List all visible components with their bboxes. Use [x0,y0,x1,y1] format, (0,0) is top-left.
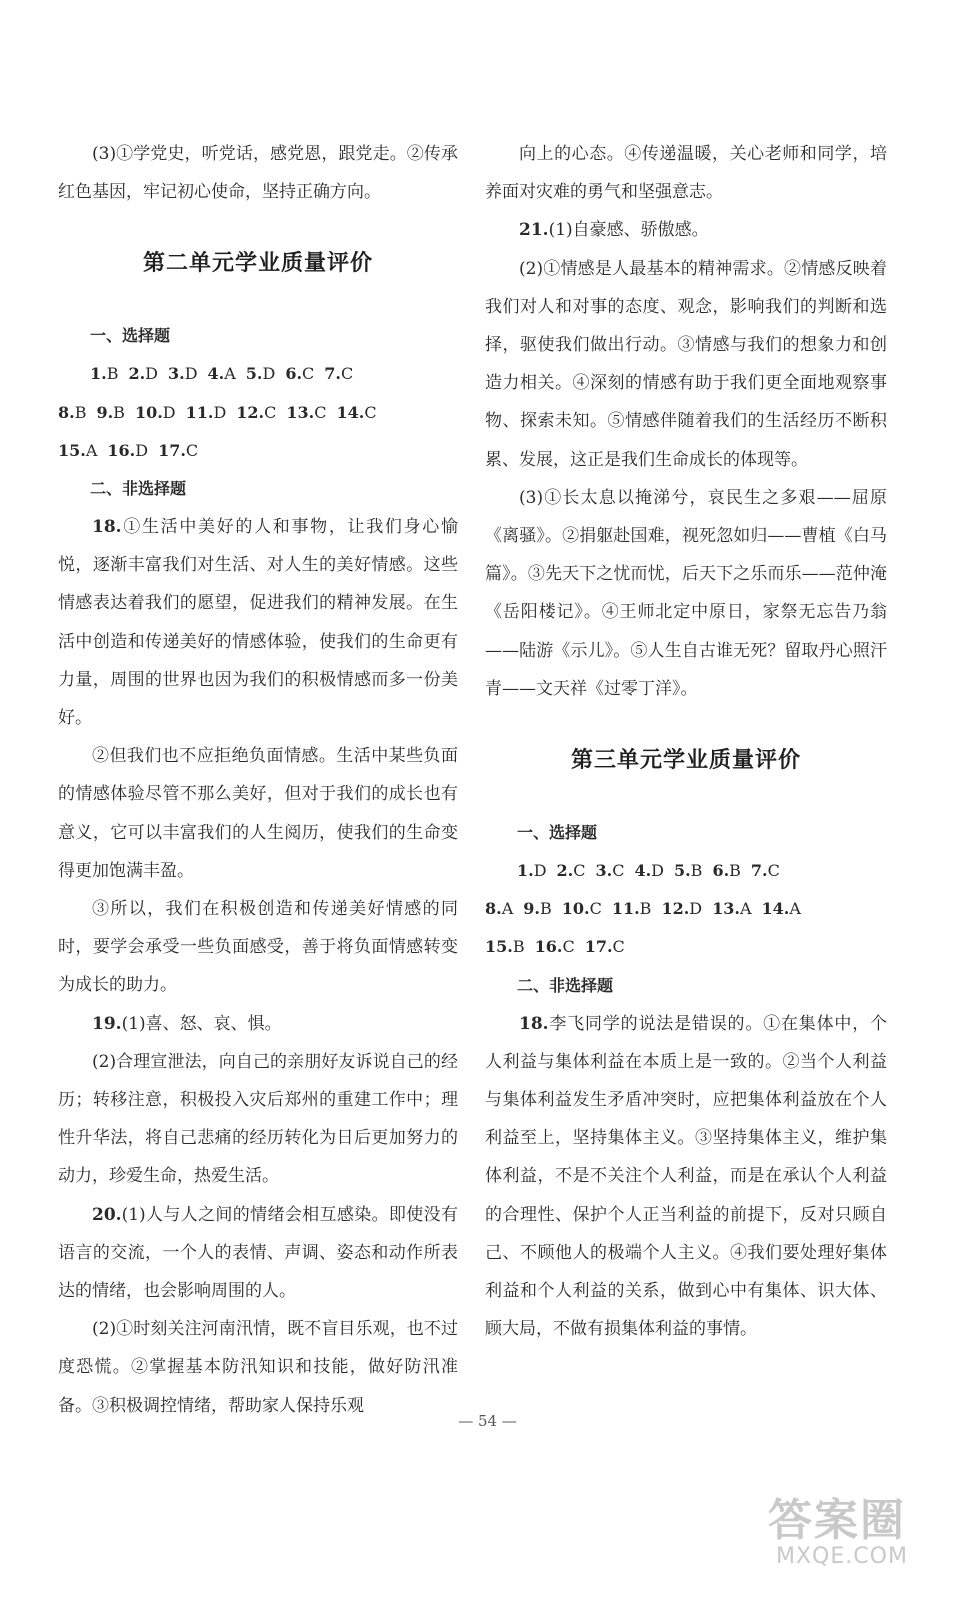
mc-question-number: 12. [661,899,690,919]
answer-paragraphs [58,508,458,1425]
mc-question-number: 15. [58,440,86,460]
nonmc-heading: 二、非选择题 [517,975,614,995]
mc-choice: B [729,861,741,881]
mc-answer [634,861,664,880]
watermark-url: MXQE.COM [776,1544,908,1569]
mc-question-number: 4. [634,861,652,881]
answer-paragraph [58,1005,458,1043]
mc-answer [562,899,602,918]
answer-text: (1)自豪感、骄傲感。 [548,220,709,241]
intro-paragraph: (3)①学党史，听党话，感党恩，跟党走。②传承红色基因，牢记初心使命，坚持正确方向。 [58,144,458,203]
mc-question-number: 5. [673,861,691,881]
answer-text: (1)喜、怒、哀、惧。 [121,1013,282,1034]
mc-answer [96,403,124,422]
mc-choice: B [74,402,87,422]
mc-answer [535,937,575,956]
mc-answer [661,899,702,918]
mc-question-number: 13. [712,899,740,919]
mc-question-number: 2. [556,861,574,881]
mc-answer [236,403,276,422]
mc-answer [246,364,276,383]
mc-question-number: 3. [595,861,613,881]
mc-question-number: 3. [168,364,185,384]
mc-answer-row [485,928,887,966]
answer-text: (2)①情感是人最基本的精神需求。②情感反映着我们对人和对事的态度、观念，影响我们的判断和选择，驱使我们做出行动。③情感与我们的想象力和创造力相关。④深刻的情感有助于我们更全面地观察事物、探索未知。⑤情感伴随着我们的生活经历不断积累、发展，这正是我们生命成长的体现等。 [485,258,887,470]
mc-choice: C [264,402,277,422]
mc-choice: D [651,861,664,881]
mc-choice: C [364,402,377,422]
mc-question-number: 1. [517,861,534,881]
answer-text: (1)人与人之间的情绪会相互感染。即使没有语言的交流，一个人的表情、声调、姿态和动作所表达的情绪，也会影响周围的人。 [58,1204,458,1302]
answer-paragraph [485,211,887,249]
mc-choice: A [85,440,98,460]
mc-choice: D [145,364,158,384]
mc-answer [674,861,702,880]
mc-answer [523,899,551,918]
mc-choice: D [533,861,547,881]
mc-answer [285,364,314,383]
question-number: 20. [92,1204,122,1225]
mc-choice: D [262,364,276,384]
mc-question-number: 9. [96,402,114,422]
right-column [485,135,887,1348]
section-title-unit-2: 第二单元学业质量评价 [142,251,373,277]
mc-choice: D [162,402,176,422]
intro-paragraph: 向上的心态。④传递温暖，关心老师和同学，培养面对灾难的勇气和坚强意志。 [485,144,887,203]
answer-paragraph [485,1005,887,1349]
mc-answer-row [485,852,887,890]
answer-text: (2)合理宣泄法，向自己的亲朋好友诉说自己的经历；转移注意，积极投入灾后郑州的重建工作中；理性升华法，将自己悲痛的经历转化为日后更加努力的动力，珍爱生命，热爱生活。 [58,1051,458,1187]
answer-text: (2)①时刻关注河南汛情，既不盲目乐观，也不过度恐慌。②掌握基本防汛知识和技能，做好防汛准备。③积极调控情绪，帮助家人保持乐观 [58,1319,458,1416]
mc-answer [286,403,326,422]
mc-choice: A [739,899,752,919]
mc-choice: A [789,899,801,919]
answer-paragraph [58,1043,458,1196]
mc-answer [557,861,586,880]
question-number: 18. [519,1013,549,1034]
answer-text: ③所以，我们在积极创造和传递美好情感的同时，要学会承受一些负面感受，善于将负面情感转变为成长的助力。 [58,899,458,996]
answer-paragraph [58,1196,458,1311]
mc-choice: C [185,440,199,460]
answer-text: ②但我们也不应拒绝负面情感。生活中某些负面的情感体验尽管不那么美好，但对于我们的成长也有意义，它可以丰富我们的人生阅历，使我们的生命变得更加饱满丰盈。 [58,746,458,881]
mc-choice: D [689,899,703,919]
mc-question-number: 17. [158,440,186,460]
mc-answer [107,441,148,460]
answer-text: 李飞同学的说法是错误的。①在集体中，个人利益与集体利益在本质上是一致的。②当个人利益与集体利益发生矛盾冲突时，应把集体利益放在个人利益至上，坚持集体主义。③坚持集体主义，维护集体利益，不是不关注个人利益，而是在承认个人利益的合理性、保护个人正当利益的前提下，反对只顾自己、不顾他人的极端个人主义。④我们要处理好集体利益和个人利益的关系，做到心中有集体、识大体、顾大局，不做有损集体利益的事情。 [485,1013,887,1340]
mc-answer [58,441,97,460]
mc-answer-row [485,890,887,928]
mc-answer [595,861,624,880]
mc-answer [762,899,801,918]
answer-paragraph [58,508,458,737]
question-number: 18. [92,517,122,538]
mc-answer [128,364,158,383]
mc-question-number: 6. [285,364,303,384]
mc-answer [158,441,198,460]
answer-paragraph [485,250,887,479]
mc-question-number: 14. [761,899,790,919]
mc-answer [751,861,780,880]
answer-paragraph [485,479,887,708]
mc-choice: C [314,402,327,422]
mc-answer [168,364,198,383]
mc-answer [612,899,652,918]
watermark-glyphs: 答案圈 [768,1495,906,1546]
mc-choice: B [639,899,652,919]
answer-paragraph [58,890,458,1005]
mc-question-number: 11. [185,402,214,422]
mc-choice: A [224,364,236,384]
mc-choice: C [562,937,575,957]
mc-question-number: 10. [561,899,590,919]
page-number: — 54 — [458,1412,517,1430]
mc-question-number: 4. [207,364,225,384]
mc-question-number: 13. [286,402,315,422]
mc-choice: C [573,861,586,881]
mc-choice: D [135,440,149,460]
left-column [58,135,458,1425]
mc-question-number: 16. [107,440,136,460]
mc-answer [324,364,353,383]
mc-question-number: 6. [712,861,730,881]
mc-answer [585,937,625,956]
mc-answer [336,403,376,422]
mc-answer [517,861,547,880]
mc-question-number: 7. [750,861,768,881]
mc-heading: 一、选择题 [90,326,171,346]
mc-choice: C [340,364,354,384]
mc-answer [208,364,236,383]
question-number: 19. [92,1013,122,1034]
answer-text: (3)①长太息以掩涕兮，哀民生之多艰——屈原《离骚》。②捐躯赴国难，视死忽如归——曹植《白马篇》。③先天下之忧而忧，后天下之乐而乐——范仲淹《岳阳楼记》。④王师北定中原日，家祭无忘告乃翁——陆游《示儿》。⑤人生自古谁无死？留取丹心照汗青——文天祥《过零丁洋》。 [485,487,887,699]
answer-paragraph [58,1310,458,1425]
mc-choice: C [612,861,625,881]
mc-question-number: 12. [236,402,265,422]
mc-answer [90,364,118,383]
mc-question-number: 17. [584,937,613,957]
right-intro [485,135,887,211]
mc-answer [712,861,740,880]
mc-answer [485,937,525,956]
answer-paragraph [58,737,458,890]
nonmc-heading: 二、非选择题 [90,479,187,499]
mc-question-number: 10. [134,402,163,422]
answer-paragraphs [485,211,887,708]
mc-answer [186,403,227,422]
mc-question-number: 8. [485,899,502,919]
answer-paragraphs [485,1005,887,1349]
mc-answers [58,355,458,470]
mc-choice: B [539,899,552,919]
mc-choice: D [184,364,198,384]
mc-choice: C [767,861,780,881]
mc-choice: C [302,364,315,384]
left-intro [58,135,458,211]
answer-text: ①生活中美好的人和事物，让我们身心愉悦，逐渐丰富我们对生活、对人生的美好情感。这些情感表达着我们的愿望，促进我们的精神发展。在生活中创造和传递美好的情感体验，使我们的生命更有力量，周围的世界也因为我们的积极情感而多一份美好。 [58,517,458,729]
mc-choice: B [106,364,119,384]
mc-choice: C [589,899,602,919]
section-title-unit-3: 第三单元学业质量评价 [570,748,801,774]
mc-question-number: 9. [523,899,540,919]
mc-question-number: 2. [128,364,146,384]
mc-answer [135,403,176,422]
watermark-logo [768,1484,958,1584]
mc-answer-row [58,355,458,393]
mc-answers [485,852,887,967]
mc-choice: B [512,937,525,957]
mc-answer [712,899,751,918]
mc-choice: B [690,861,703,881]
mc-question-number: 1. [90,364,107,384]
mc-choice: A [501,899,514,919]
mc-question-number: 7. [324,364,341,384]
mc-question-number: 5. [245,364,263,384]
question-number: 21. [519,220,549,241]
mc-question-number: 14. [336,402,365,422]
mc-heading: 一、选择题 [517,823,598,843]
mc-choice: C [612,937,625,957]
mc-answer-row [58,432,458,470]
mc-answer [58,403,86,422]
mc-choice: D [213,402,227,422]
mc-choice: B [113,402,125,422]
mc-question-number: 16. [534,937,563,957]
mc-question-number: 11. [611,899,640,919]
mc-answer [485,899,513,918]
mc-question-number: 15. [485,937,513,957]
mc-answer-row [58,394,458,432]
mc-question-number: 8. [58,402,75,422]
